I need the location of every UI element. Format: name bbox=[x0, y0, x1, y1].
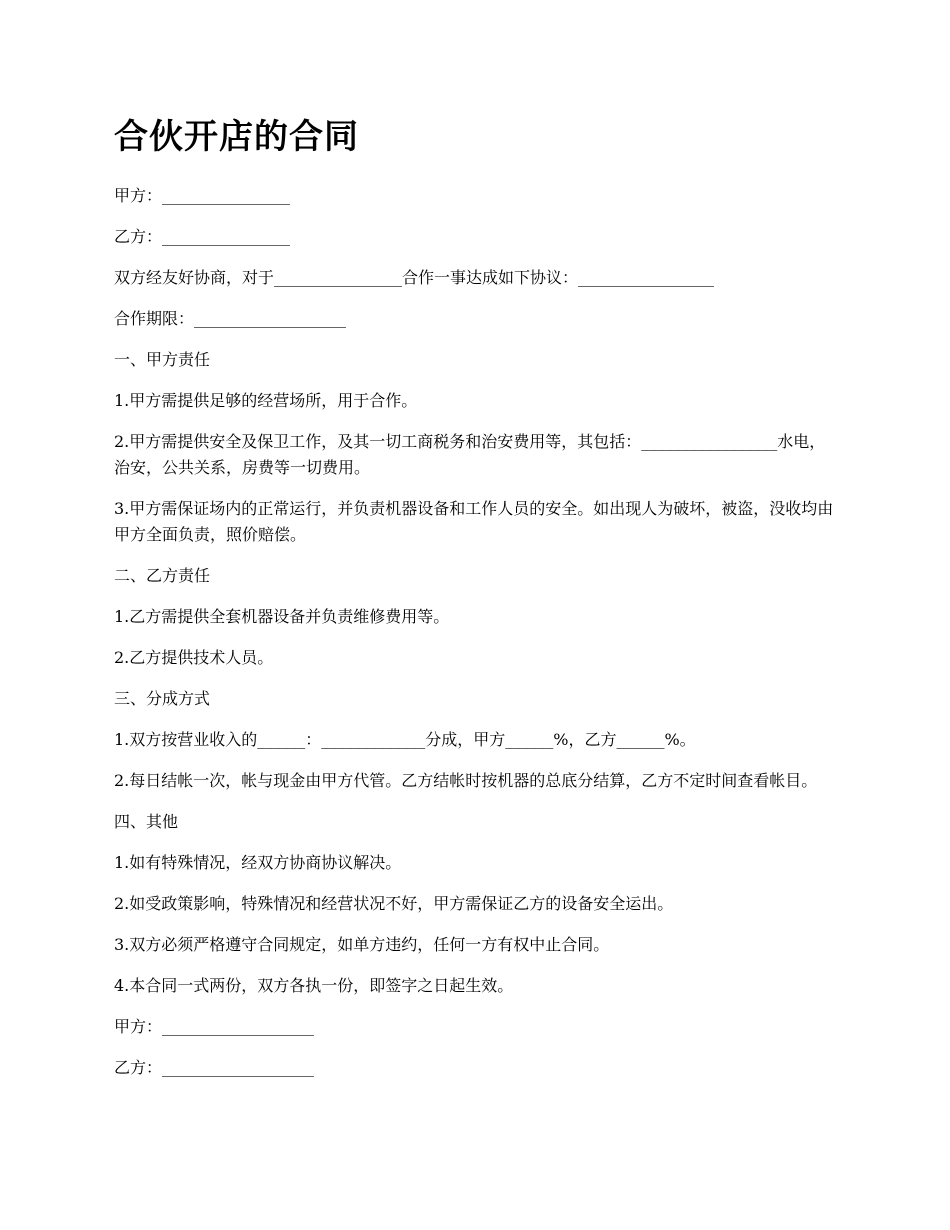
section-heading-other: 四、其他 bbox=[114, 812, 179, 831]
clause-c-2: 2.每日结帐一次，帐与现金由甲方代管。乙方结帐时按机器的总底分结算，乙方不定时间查看帐目。 bbox=[114, 771, 818, 790]
clause-a-2: 2.甲方需提供安全及保卫工作，及其一切工商税务和治安费用等，其包括：_________________水电，治安，公共关系，房费等一切费用。 bbox=[114, 432, 826, 477]
party-b-line: 乙方：________________ bbox=[114, 227, 291, 246]
document-page bbox=[114, 112, 836, 1096]
clause-c-1: 1.双方按营业收入的______：_____________分成，甲方______%，乙方______%。 bbox=[114, 730, 696, 749]
section-heading-profit-sharing: 三、分成方式 bbox=[114, 689, 211, 708]
section-heading-party-b: 二、乙方责任 bbox=[114, 566, 211, 585]
cooperation-term: 合作期限：___________________ bbox=[114, 309, 347, 328]
clause-b-1: 1.乙方需提供全套机器设备并负责维修费用等。 bbox=[114, 607, 450, 626]
clause-d-1: 1.如有特殊情况，经双方协商协议解决。 bbox=[114, 853, 402, 872]
document-title: 合伙开店的合同 bbox=[114, 117, 359, 157]
clause-a-1: 1.甲方需提供足够的经营场所，用于合作。 bbox=[114, 391, 418, 410]
signature-party-a: 甲方：___________________ bbox=[114, 1017, 315, 1036]
clause-d-4: 4.本合同一式两份，双方各执一份，即签字之日起生效。 bbox=[114, 976, 514, 995]
signature-party-b: 乙方：___________________ bbox=[114, 1058, 315, 1077]
clause-a-3: 3.甲方需保证场内的正常运行，并负责机器设备和工作人员的安全。如出现人为破坏，被盗，没收均由甲方全面负责，照价赔偿。 bbox=[114, 499, 834, 544]
clause-b-2: 2.乙方提供技术人员。 bbox=[114, 648, 274, 667]
clause-d-2: 2.如受政策影响，特殊情况和经营状况不好，甲方需保证乙方的设备安全运出。 bbox=[114, 894, 674, 913]
agreement-intro: 双方经友好协商，对于________________合作一事达成如下协议：_________________ bbox=[114, 268, 715, 287]
section-heading-party-a: 一、甲方责任 bbox=[114, 350, 211, 369]
party-a-line: 甲方：________________ bbox=[114, 186, 291, 205]
clause-d-3: 3.双方必须严格遵守合同规定，如单方违约，任何一方有权中止合同。 bbox=[114, 935, 610, 954]
